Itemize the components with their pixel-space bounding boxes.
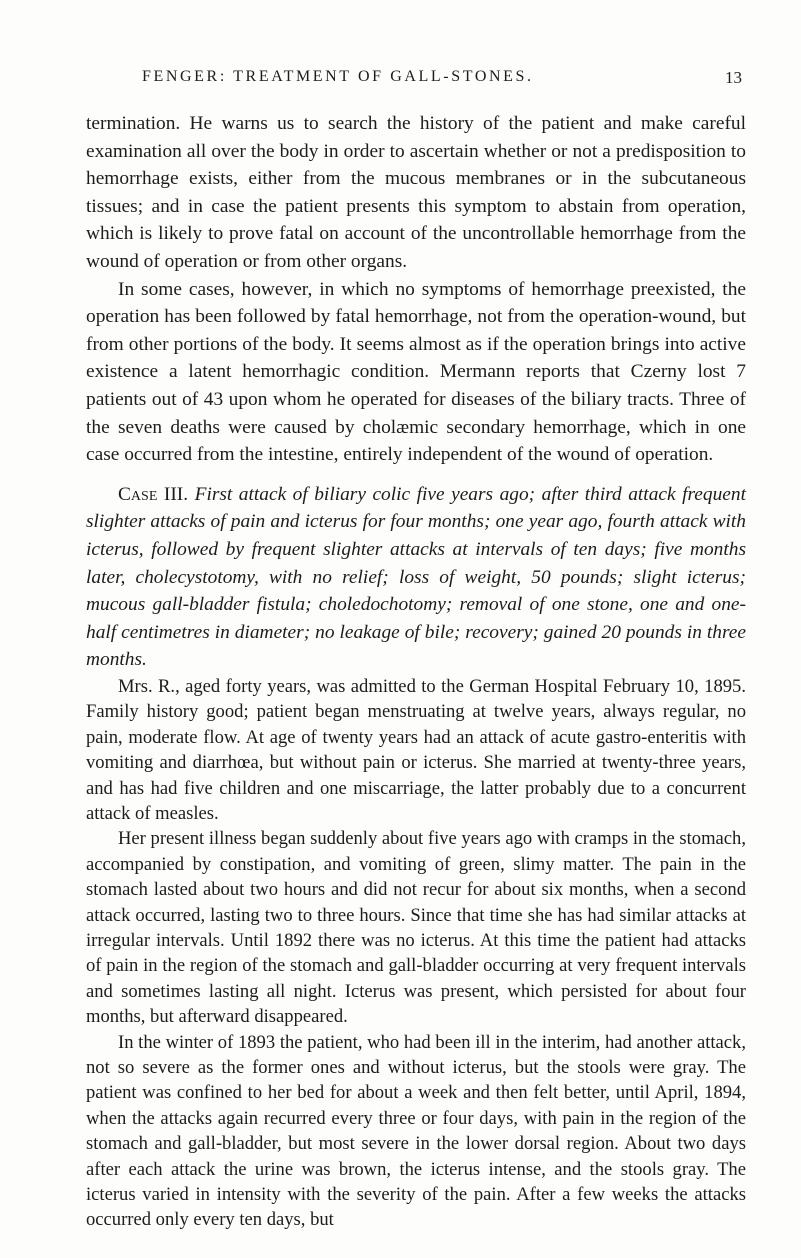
page-number: 13: [725, 68, 742, 87]
running-head: [142, 68, 742, 92]
case-label: Case III.: [118, 483, 189, 505]
paragraph-hemorrhage: In some cases, however, in which no symptoms of hemorrhage preexisted, the operation has been followed by fatal hemorrhage, not from the operation-wound, but from other portions of the body. It seems almost as if the operation brings into active existence a latent hemorrhagic condition. Mermann reports that Czerny lost 7 patients out of 43 upon whom he operated for diseases of the biliary tracts. Three of the seven deaths were caused by cholæmic secondary hemorrhage, which in one case occurred from the intestine, entirely independent of the wound of operation.: [86, 278, 746, 466]
case-summary: First attack of biliary colic five years ago; after third attack frequent slighter attacks of pain and icterus for four months; one year ago, fourth attack with icterus, followed by frequent slighter attacks at intervals of ten days; five months later, cholecystotomy, with no relief; loss of weight, 50 pounds; slight icterus; mucous gall-bladder fistula; choledochotomy; removal of one stone, one and one-half centimetres in diameter; no leakage of bile; recovery; gained 20 pounds in three months.: [86, 483, 746, 671]
paragraph-admission: Mrs. R., aged forty years, was admitted to the German Hospital February 10, 1895. Family history good; patient began menstruating at twelve years, always regular, no pain, moderate flow. At age of twenty years had an attack of acute gastro-enteritis with vomiting and diarrhœa, but without pain or icterus. She married at twenty-three years, and has had five children and one miscarriage, the latter probably due to a concurrent attack of measles.: [86, 675, 746, 824]
paragraph-present-illness: Her present illness began suddenly about five years ago with cramps in the stomach, accompanied by constipation, and vomiting of green, slimy matter. The pain in the stomach lasted about two hours and did not recur for about six months, when a second attack occurred, lasting two to three hours. Since that time she has had similar attacks at irregular intervals. Until 1892 there was no icterus. At this time the patient had attacks of pain in the region of the stomach and gall-bladder occurring at very frequent intervals and sometimes lasting all night. Icterus was present, which persisted for about four months, but afterward disappeared.: [86, 828, 746, 1028]
case-heading: [86, 481, 746, 674]
paragraph-termination: termination. He warns us to search the history of the patient and make careful examination all over the body in order to ascertain whether or not a predisposition to hemorrhage exists, either from the mucous membranes or in the subcutaneous tissues; and in case the patient presents this symptom to abstain from operation, which is likely to prove fatal on account of the uncontrollable hemorrhage from the wound of operation or from other organs.: [86, 113, 746, 272]
body-text: [86, 110, 746, 1233]
paragraph-winter-1893: In the winter of 1893 the patient, who had been ill in the interim, had another attack, not so severe as the former ones and without icterus, but the stools were gray. The patient was confined to her bed for about a week and then felt better, until April, 1894, when the attacks again recurred every three or four days, with pain in the region of the stomach and gall-bladder, but most severe in the lower dorsal region. About two days after each attack the urine was brown, the icterus intense, and the stools gray. The icterus varied in intensity with the severity of the pain. After a few weeks the attacks occurred only every ten days, but: [86, 1031, 746, 1231]
running-head-title: FENGER: TREATMENT OF GALL-STONES.: [142, 68, 534, 85]
